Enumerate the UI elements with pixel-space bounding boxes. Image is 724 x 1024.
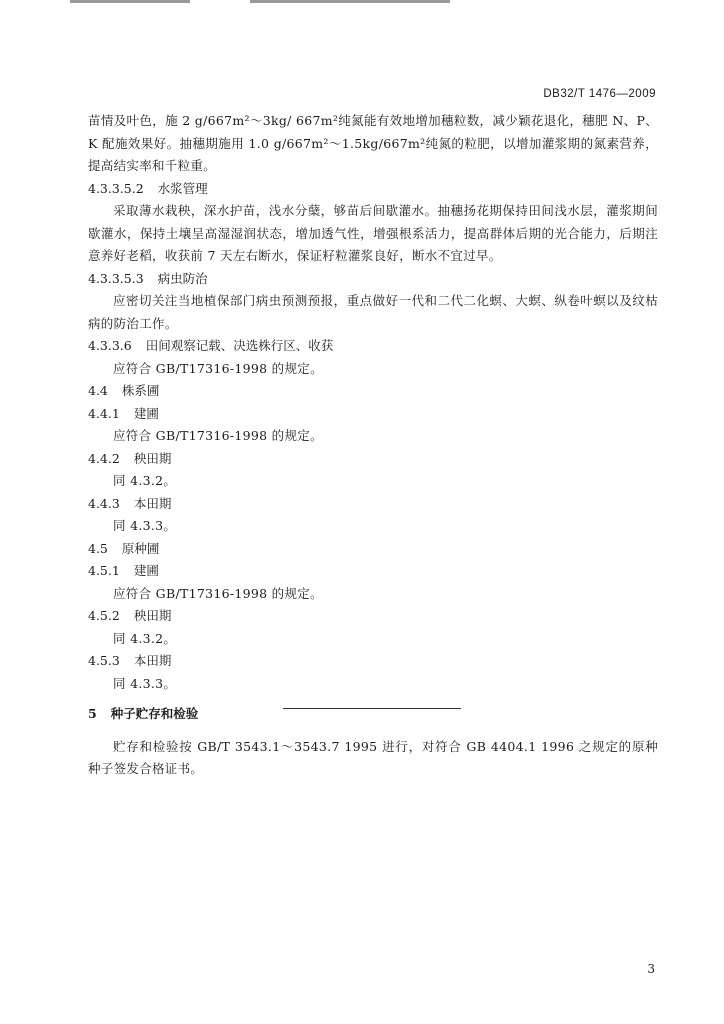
section-title: 秧田期 xyxy=(133,450,172,466)
section-title: 原种圃 xyxy=(121,540,160,556)
section-number: 4.4.3 xyxy=(88,495,120,511)
chapter-heading xyxy=(88,703,658,726)
section-heading xyxy=(88,268,658,291)
section-title: 本田期 xyxy=(133,495,172,511)
section-number: 4.3.3.5.3 xyxy=(88,270,144,286)
body-paragraph: 同 4.3.2。 xyxy=(113,473,177,488)
section-number: 5 xyxy=(88,706,97,721)
section-heading xyxy=(88,403,658,426)
section-number: 4.4.2 xyxy=(88,450,120,466)
end-separator-line xyxy=(283,708,461,709)
body-paragraph: 贮存和检验按 GB/T 3543.1～3543.7 1995 进行，对符合 GB 4404.1 1996 之规定的原种种子签发合格证书。 xyxy=(88,738,658,776)
section-heading xyxy=(88,178,658,201)
document-body xyxy=(88,110,658,781)
body-paragraph: 苗情及叶色，施 2 g/667m²～3kg/ 667m²纯氮能有效地增加穗粒数，减少颖花退化，穗肥 N、P、K 配施效果好。抽穗期施用 1.0 g/667m²～1.5kg/667m²纯氮的粒肥，以增加灌浆期的氮素营养，提高结实率和千粒重。 xyxy=(88,113,658,173)
section-number: 4.4 xyxy=(88,383,108,398)
section-heading xyxy=(88,560,658,583)
scan-edge-mark xyxy=(250,0,450,3)
body-paragraph: 采取薄水栽秧，深水护苗，浅水分蘖，够苗后间歇灌水。抽穗扬花期保持田间浅水层，灌浆期间歇灌水，保持土壤呈高湿湿润状态，增加透气性，增强根系活力，提高群体后期的光合能力，后期注意养好老稻，收获前 7 天左右断水，保证籽粒灌浆良好，断水不宜过早。 xyxy=(88,203,658,263)
body-paragraph: 同 4.3.3。 xyxy=(113,518,177,533)
body-paragraph: 应符合 GB/T17316-1998 的规定。 xyxy=(113,428,323,443)
section-number: 4.5.3 xyxy=(88,653,120,668)
section-heading xyxy=(88,448,658,471)
body-paragraph: 应符合 GB/T17316-1998 的规定。 xyxy=(113,585,323,601)
section-title: 秧田期 xyxy=(133,608,172,623)
section-heading xyxy=(88,538,658,561)
section-heading xyxy=(88,650,658,673)
body-paragraph: 应符合 GB/T17316-1998 的规定。 xyxy=(113,360,323,376)
scan-edge-mark xyxy=(70,0,190,3)
body-paragraph: 同 4.3.2。 xyxy=(113,630,177,646)
section-number: 4.3.3.5.2 xyxy=(88,180,144,196)
section-number: 4.3.3.6 xyxy=(88,338,132,353)
body-paragraph: 同 4.3.3。 xyxy=(113,675,177,691)
section-title: 病虫防治 xyxy=(157,270,208,286)
section-heading xyxy=(88,493,658,516)
section-title: 水浆管理 xyxy=(157,180,208,196)
page-number: 3 xyxy=(647,962,655,976)
section-title: 本田期 xyxy=(133,653,172,668)
section-heading xyxy=(88,380,658,403)
document-code: DB32/T 1476—2009 xyxy=(543,88,656,100)
section-heading xyxy=(88,335,658,358)
section-title: 种子贮存和检验 xyxy=(110,706,199,721)
section-number: 4.4.1 xyxy=(88,405,120,421)
section-number: 4.5 xyxy=(88,540,108,556)
section-title: 建圃 xyxy=(133,563,159,578)
body-paragraph: 应密切关注当地植保部门病虫预测预报，重点做好一代和二代二化螟、大螟、纵卷叶螟以及纹枯病的防治工作。 xyxy=(88,293,658,331)
section-number: 4.5.2 xyxy=(88,608,120,623)
section-heading xyxy=(88,605,658,628)
section-number: 4.5.1 xyxy=(88,563,120,578)
section-title: 建圃 xyxy=(133,405,159,421)
section-title: 田间观察记载、决选株行区、收获 xyxy=(145,338,334,353)
section-title: 株系圃 xyxy=(121,383,160,398)
